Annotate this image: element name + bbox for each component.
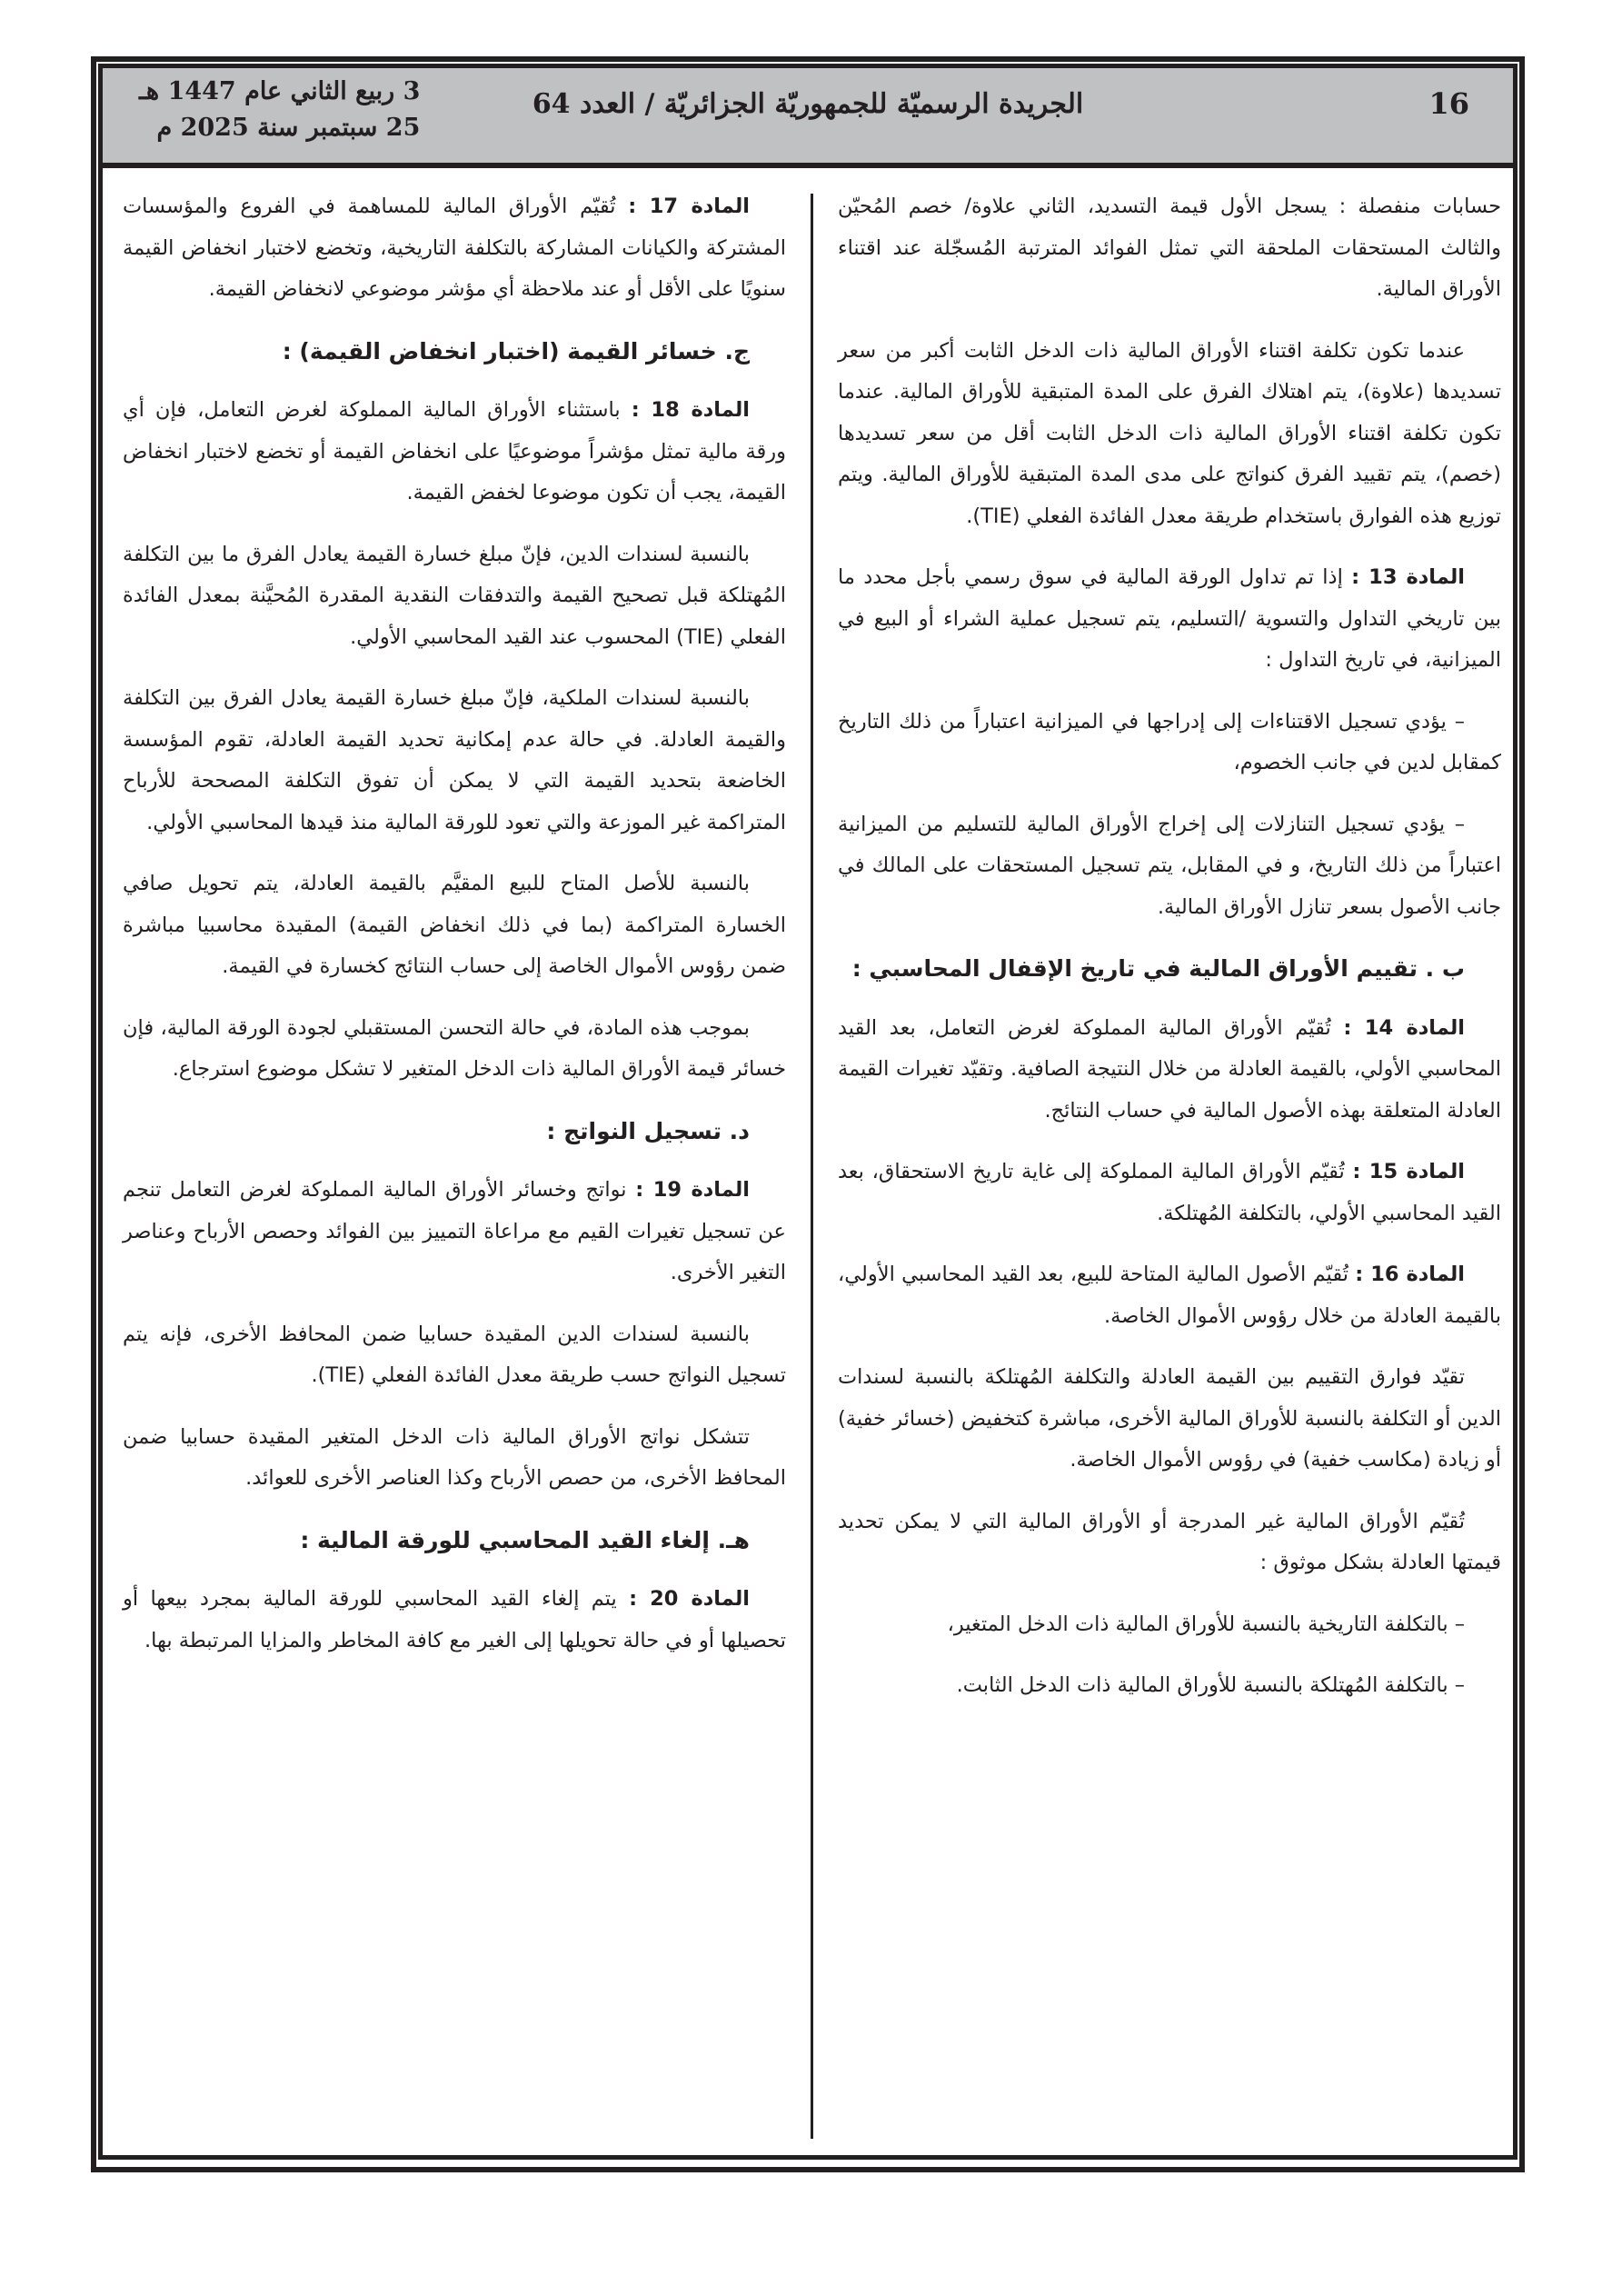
paragraph: بموجب هذه المادة، في حالة التحسن المستقبلي لجودة الورقة المالية، فإن خسائر قيمة الأوراق المالية ذات الدخل المتغير لا تشكل موضوع استرجاع. [123,1015,786,1081]
section-heading-d: د. تسجيل النواتج : [546,1117,750,1144]
column-divider [811,194,813,2139]
bullet-item: – بالتكلفة المُهتلكة بالنسبة للأوراق المالية ذات الدخل الثابت. [956,1673,1465,1697]
article-label: المادة 18 : [631,398,750,422]
paragraph: بالنسبة لسندات الدين، فإنّ مبلغ خسارة القيمة يعادل الفرق ما بين التكلفة المُهتلكة قبل تصحيح القيمة والتدفقات النقدية المقدرة المُحيَّنة بمعدل الفائدة الفعلي (TIE) المحسوب عند القيد المحاسبي الأولي. [123,542,786,649]
article-13 [838,557,1501,682]
section-heading-b: ب . تقييم الأوراق المالية في تاريخ الإقفال المحاسبي : [851,955,1465,982]
article-label: المادة 13 : [1351,565,1466,589]
article-label: المادة 14 : [1343,1015,1466,1040]
article-text: إذا تم تداول الورقة المالية في سوق رسمي بأجل محدد ما بين تاريخي التداول والتسوية /التسليم، يتم تسجيل عملية الشراء أو البيع في الميزانية، في تاريخ التداول : [838,565,1501,672]
article-text: باستثناء الأوراق المالية المملوكة لغرض التعامل، فإن أي ورقة مالية تمثل مؤشراً موضوعيًا على انخفاض القيمة أو تخضع لاختبار انخفاض القيمة، يجب أن تكون موضوعا لخفض القيمة. [123,398,786,504]
article-text: تُقيّم الأوراق المالية للمساهمة في الفروع والمؤسسات المشتركة والكيانات المشاركة بالتكلفة التاريخية، وتخضع لاختبار انخفاض القيمة سنويًا على الأقل أو عند ملاحظة أي مؤشر موضوعي لانخفاض القيمة. [123,195,786,301]
section-heading-e: هـ. إلغاء القيد المحاسبي للورقة المالية : [300,1526,750,1553]
article-label: المادة 20 : [629,1587,751,1611]
right-column [838,186,1501,1727]
article-label: المادة 17 : [628,195,750,218]
article-20 [123,1579,786,1662]
gazette-header [103,68,1513,168]
paragraph: عندما تكون تكلفة اقتناء الأوراق المالية ذات الدخل الثابت أكبر من سعر تسديدها (علاوة)، يتم اهتلاك الفرق على المدة المتبقية للأوراق المالية. عندما تكون تكلفة اقتناء الأوراق المالية ذات الدخل الثابت أقل من سعر تسديدها (خصم)، يتم تقييد الفرق كنواتج على مدى المدة المتبقية للأوراق المالية. ويتم توزيع هذه الفوارق باستخدام طريقة معدل الفائدة الفعلي (TIE). [838,338,1501,528]
article-16 [838,1254,1501,1337]
paragraph: بالنسبة للأصل المتاح للبيع المقيَّم بالقيمة العادلة، يتم تحويل صافي الخسارة المتراكمة (بما في ذلك انخفاض القيمة) المقيدة محاسبيا مباشرة ضمن رؤوس الأموال الخاصة إلى حساب النتائج كخسارة في القيمة. [123,872,786,978]
date-gregorian: 25 سبتمبر سنة 2025 م [156,114,421,142]
bullet-item: – يؤدي تسجيل التنازلات إلى إخراج الأوراق المالية للتسليم من الميزانية اعتباراً من ذلك التاريخ، و في المقابل، يتم تسجيل المستحقات على المالك في جانب الأصول بسعر تنازل الأوراق المالية. [838,812,1501,919]
paragraph: تقيّد فوارق التقييم بين القيمة العادلة والتكلفة المُهتلكة بالنسبة لسندات الدين أو التكلفة بالنسبة للأوراق المالية الأخرى، مباشرة كتخفيض (خسائر خفية) أو زيادة (مكاسب خفية) في رؤوس الأموال الخاصة. [838,1365,1501,1472]
paragraph: بالنسبة لسندات الدين المقيدة حسابيا ضمن المحافظ الأخرى، فإنه يتم تسجيل النواتج حسب طريقة معدل الفائدة الفعلي (TIE). [123,1322,786,1387]
paragraph: بالنسبة لسندات الملكية، فإنّ مبلغ خسارة القيمة يعادل الفرق بين التكلفة والقيمة العادلة. في حالة عدم إمكانية تحديد القيمة العادلة، تقوم المؤسسة الخاضعة بتحديد القيمة التي لا يمكن أن تفوق التكلفة المصححة للأرباح المتراكمة غير الموزعة والتي تعود للورقة المالية منذ قيدها المحاسبي الأولي. [123,686,786,834]
page-number: 16 [1428,86,1469,121]
left-column [123,186,786,1682]
article-17 [123,186,786,311]
paragraph: حسابات منفصلة : يسجل الأول قيمة التسديد، الثاني علاوة/ خصم المُحيّن والثالث المستحقات الملحقة التي تمثل الفوائد المترتبة المُسجّلة عند اقتناء الأوراق المالية. [838,195,1501,301]
article-label: المادة 15 : [1352,1160,1465,1183]
article-18 [123,390,786,514]
article-text: تُقيّم الأصول المالية المتاحة للبيع، بعد القيد المحاسبي الأولي، بالقيمة العادلة من خلال رؤوس الأموال الخاصة. [838,1263,1501,1328]
bullet-item: – يؤدي تسجيل الاقتناءات إلى إدراجها في الميزانية اعتباراً من ذلك التاريخ كمقابل لدين في جانب الخصوم، [838,709,1501,774]
article-19 [123,1170,786,1294]
date-hijri: 3 ربيع الثاني عام 1447 هـ [139,77,421,105]
article-text: تُقيّم الأوراق المالية المملوكة إلى غاية تاريخ الاستحقاق، بعد القيد المحاسبي الأولي، بالتكلفة المُهتلكة. [838,1160,1501,1225]
article-label: المادة 16 : [1355,1263,1466,1286]
article-15 [838,1152,1501,1234]
paragraph: تُقيّم الأوراق المالية غير المدرجة أو الأوراق المالية التي لا يمكن تحديد قيمتها العادلة بشكل موثوق : [838,1509,1501,1574]
article-label: المادة 19 : [635,1178,750,1202]
article-14 [838,1008,1501,1133]
paragraph: تتشكل نواتج الأوراق المالية ذات الدخل المتغير المقيدة حسابيا ضمن المحافظ الأخرى، من حصص الأرباح وكذا العناصر الأخرى للعوائد. [123,1424,786,1490]
article-text: نواتج وخسائر الأوراق المالية المملوكة لغرض التعامل تنجم عن تسجيل تغيرات القيم مع مراعاة التمييز بين الفوائد وحصص الأرباح وعناصر التغير الأخرى. [123,1178,786,1284]
gazette-title: الجريدة الرسميّة للجمهوريّة الجزائريّة / العدد 64 [532,88,1084,120]
section-heading-c: ج. خسائر القيمة (اختبار انخفاض القيمة) : [282,337,750,364]
bullet-item: – بالتكلفة التاريخية بالنسبة للأوراق المالية ذات الدخل المتغير، [947,1612,1465,1636]
article-text: تُقيّم الأوراق المالية المملوكة لغرض التعامل، بعد القيد المحاسبي الأولي، بالقيمة العادلة من خلال النتيجة الصافية. وتقيّد تغيرات القيمة العادلة المتعلقة بهذه الأصول المالية في حساب النتائج. [838,1015,1501,1123]
article-text: يتم إلغاء القيد المحاسبي للورقة المالية بمجرد بيعها أو تحصيلها أو في حالة تحويلها إلى الغير مع كافة المخاطر والمزايا المرتبطة بها. [123,1587,786,1652]
issue-date [139,74,420,146]
